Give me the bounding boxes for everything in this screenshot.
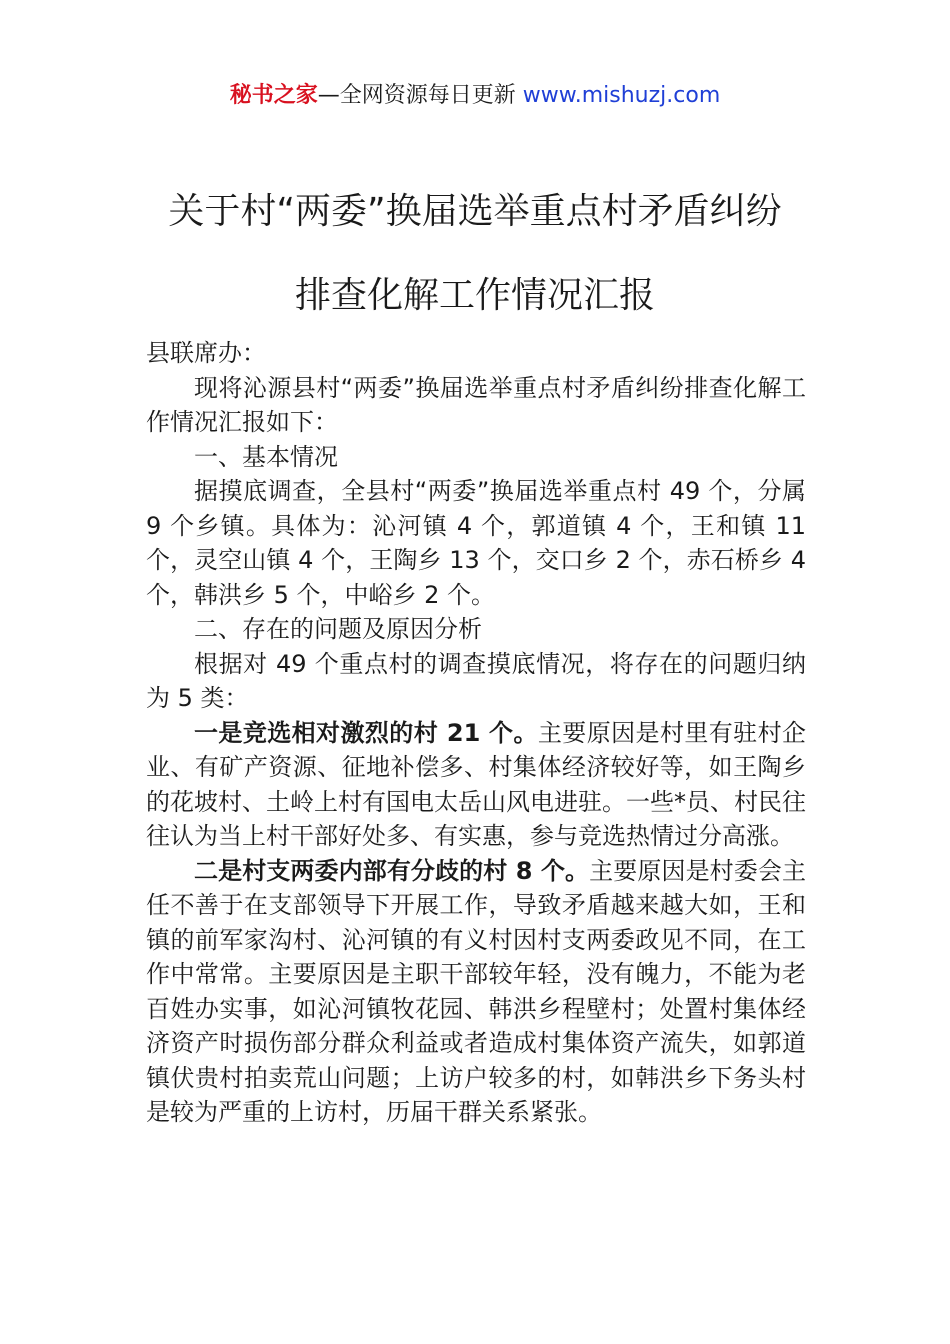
item-1-text: 主要原因是村里有驻村企业、有矿产资源、征地补偿多、村集体经济较好等，如王陶乡的花坡村、土岭上村有国电太岳山风电进驻。一些*员、村民往往认为当上村干部好处多、有实惠，参与竞选热情过分高涨。	[146, 718, 807, 850]
item-2-paragraph	[146, 854, 806, 1130]
brand-name: 秘书之家	[229, 83, 318, 108]
site-url-link[interactable]: www.mishuzj.com	[522, 83, 721, 108]
document-body	[146, 336, 806, 1130]
section-1-heading: 一、基本情况	[194, 442, 338, 471]
item-1-paragraph	[146, 716, 806, 854]
section-2-heading: 二、存在的问题及原因分析	[194, 615, 482, 643]
title-line-2: 排查化解工作情况汇报	[294, 275, 655, 316]
title-line-1: 关于村“两委”换届选举重点村矛盾纠纷	[168, 191, 782, 232]
site-header	[0, 80, 950, 112]
item-2-text: 主要原因是村委会主任不善于在支部领导下开展工作，导致矛盾越来越大如，王和镇的前军家沟村、沁河镇的有义村因村支两委政见不同，在工作中常常。主要原因是主职干部较年轻，没有魄力，不能为老百姓办实事，如沁河镇牧花园、韩洪乡程壁村；处置村集体经济资产时损伤部分群众利益或者造成村集体资产流失，如郭道镇伏贵村拍卖荒山问题；上访户较多的村，如韩洪乡下务头村是较为严重的上访村，历届干群关系紧张。	[146, 856, 806, 1126]
salutation: 县联席办：	[146, 339, 266, 367]
section-2-intro-paragraph: 根据对 49 个重点村的调查摸底情况，将存在的问题归纳为 5 类：	[146, 649, 806, 712]
item-1-lead: 一是竞选相对激烈的村 21 个。	[194, 718, 538, 747]
intro-paragraph: 现将沁源县村“两委”换届选举重点村矛盾纠纷排查化解工作情况汇报如下：	[146, 373, 806, 436]
section-1-paragraph: 据摸底调查，全县村“两委”换届选举重点村 49 个，分属 9 个乡镇。具体为：沁河镇 4 个，郭道镇 4 个，王和镇 11 个，灵空山镇 4 个，王陶乡 13 个，交口乡 2 个，赤石桥乡 4 个，韩洪乡 5 个，中峪乡 2 个。	[146, 477, 806, 609]
site-tagline: —全网资源每日更新	[317, 83, 523, 108]
item-2-lead: 二是村支两委内部有分歧的村 8 个。	[194, 856, 590, 885]
document-title	[0, 170, 950, 338]
